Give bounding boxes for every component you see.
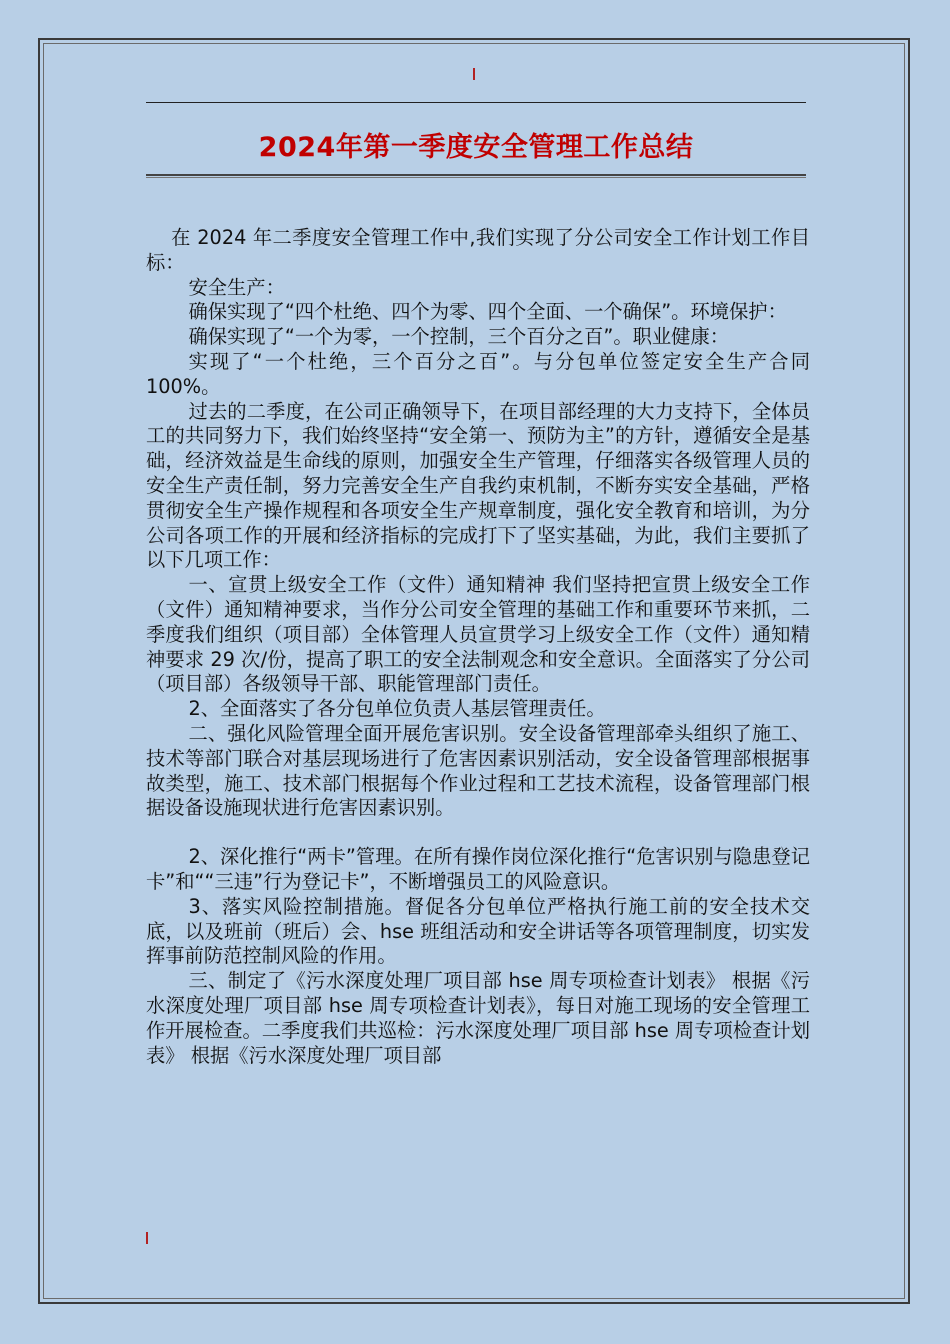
document-title: 2024年第一季度安全管理工作总结 xyxy=(258,132,694,163)
document-body xyxy=(146,226,810,1068)
paragraph-spacer xyxy=(146,821,810,845)
paragraph: 2、深化推行“两卡”管理。在所有操作岗位深化推行“危害识别与隐患登记卡”和““三违”行为登记卡”，不断增强员工的风险意识。 xyxy=(146,845,810,893)
paragraph: 在 2024 年二季度安全管理工作中,我们实现了分公司安全工作计划工作目标： xyxy=(146,226,810,274)
header-rule xyxy=(146,102,806,103)
paragraph: 三、制定了《污水深度处理厂项目部 hse 周专项检查计划表》 根据《污水深度处理厂项目部 hse 周专项检查计划表》，每日对施工现场的安全管理工作开展检查。二季度我们共巡检：污水深度处理厂项目部 hse 周专项检查计划表》 根据《污水深度处理厂项目部 xyxy=(146,969,810,1067)
header-cursor-mark xyxy=(473,68,475,80)
paragraph: 2、全面落实了各分包单位负责人基层管理责任。 xyxy=(188,697,606,721)
paragraph: 3、落实风险控制措施。督促各分包单位严格执行施工前的安全技术交底，以及班前（班后）会、hse 班组活动和安全讲话等各项管理制度，切实发挥事前防范控制风险的作用。 xyxy=(146,894,810,968)
paragraph: 一、宣贯上级安全工作（文件）通知精神 我们坚持把宣贯上级安全工作（文件）通知精神要求，当作分公司安全管理的基础工作和重要环节来抓，二季度我们组织（项目部）全体管理人员宣贯学习上级安全工作（文件）通知精神要求 29 次/份，提高了职工的安全法制观念和安全意识。全面落实了分公司（项目部）各级领导干部、职能管理部门责任。 xyxy=(146,573,810,696)
paragraph: 过去的二季度，在公司正确领导下，在项目部经理的大力支持下，全体员工的共同努力下，我们始终坚持“安全第一、预防为主”的方针，遵循安全是基础，经济效益是生命线的原则，加强安全生产管理，仔细落实各级管理人员的安全生产责任制，努力完善安全生产自我约束机制，不断夯实安全基础，严格贯彻安全生产操作规程和各项安全生产规章制度，强化安全教育和培训，为分公司各项工作的开展和经济指标的完成打下了坚实基础，为此，我们主要抓了以下几项工作： xyxy=(146,399,810,572)
title-rule xyxy=(146,174,806,176)
paragraph: 实现了“一个杜绝，三个百分之百”。与分包单位签定安全生产合同 100%。 xyxy=(146,349,810,398)
title-rule-thin xyxy=(146,177,806,178)
paragraph: 二、强化风险管理全面开展危害识别。安全设备管理部牵头组织了施工、技术等部门联合对基层现场进行了危害因素识别活动，安全设备管理部根据事故类型，施工、技术部门根据每个作业过程和工艺技术流程，设备管理部门根据设备设施现状进行危害因素识别。 xyxy=(146,721,810,820)
paragraph: 确保实现了“四个杜绝、四个为零、四个全面、一个确保”。环境保护： xyxy=(188,300,787,324)
paragraph: 安全生产： xyxy=(188,275,285,299)
paragraph: 确保实现了“一个为零，一个控制，三个百分之百”。职业健康： xyxy=(188,325,730,349)
footer-cursor-mark xyxy=(146,1232,148,1244)
